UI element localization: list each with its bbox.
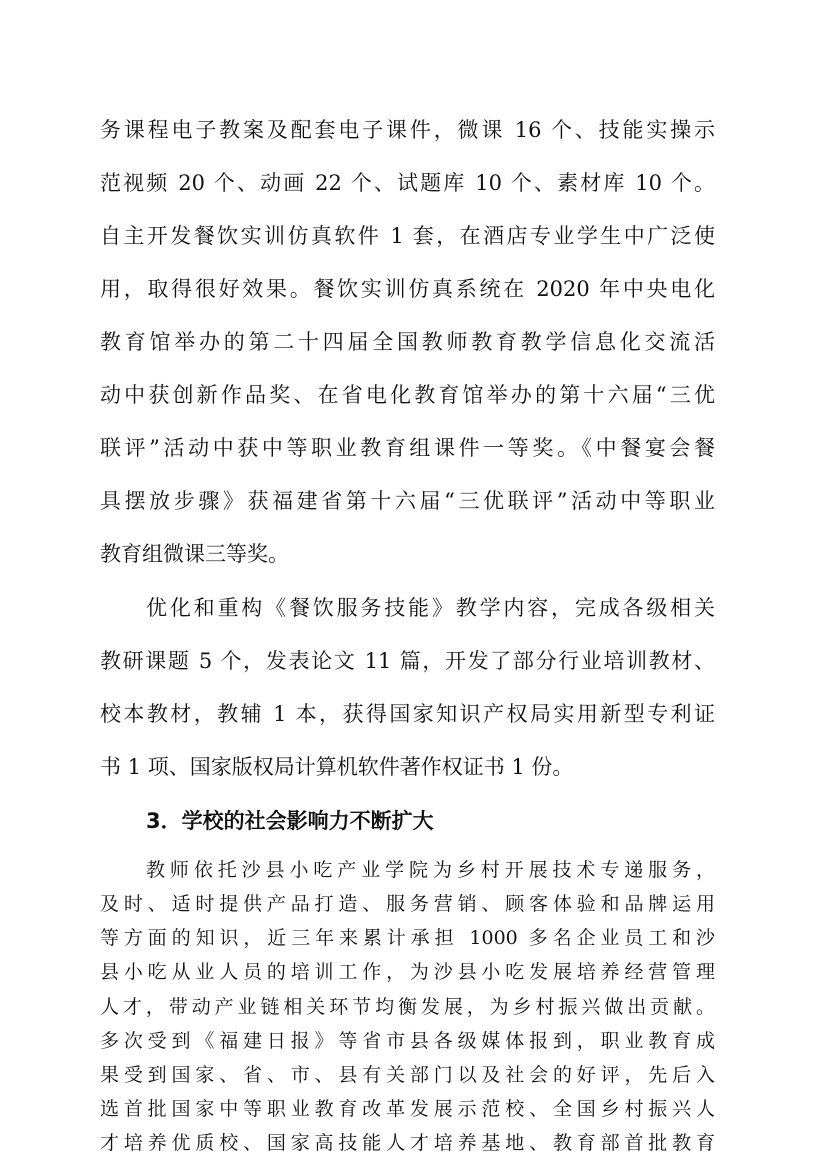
text-line: 果受到国家、省、市、县有关部门以及社会的好评，先后入 xyxy=(100,1064,715,1086)
text-line: 选首批国家中等职业教育改革发展示范校、全国乡村振兴人 xyxy=(100,1098,715,1120)
text-line: 人才，带动产业链相关环节均衡发展，为乡村振兴做出贡献。 xyxy=(100,996,715,1018)
text-line: 等方面的知识，近三年来累计承担 1000 多名企业员工和沙 xyxy=(100,927,715,949)
text-line: 及时、适时提供产品打造、服务营销、顾客体验和品牌运用 xyxy=(100,893,715,915)
text-line: 校本教材，教辅 1 本，获得国家知识产权局实用新型专利证 xyxy=(100,702,715,726)
text-line: 动中获创新作品奖、在省电化教育馆举办的第十六届“三优 xyxy=(100,383,715,407)
text-line: 教育组微课三等奖。 xyxy=(100,542,289,566)
text-line: 多次受到《福建日报》等省市县各级媒体报到，职业教育成 xyxy=(100,1030,715,1052)
text-line: 范视频 20 个、动画 22 个、试题库 10 个、素材库 10 个。 xyxy=(100,171,715,195)
text-line: 书 1 项、国家版权局计算机软件著作权证书 1 份。 xyxy=(100,755,574,779)
text-line: 自主开发餐饮实训仿真软件 1 套，在酒店专业学生中广泛使 xyxy=(100,224,715,248)
text-line: 才培养优质校、国家高技能人才培养基地、教育部首批教育 xyxy=(100,1132,715,1154)
text-line: 教研课题 5 个，发表论文 11 篇，开发了部分行业培训教材、 xyxy=(100,649,715,673)
text-line: 具摆放步骤》获福建省第十六届“三优联评”活动中等职业 xyxy=(100,489,715,513)
section-heading: 3．学校的社会影响力不断扩大 xyxy=(146,809,434,833)
text-line: 用，取得很好效果。餐饮实训仿真系统在 2020 年中央电化 xyxy=(100,277,715,301)
text-line: 教师依托沙县小吃产业学院为乡村开展技术专递服务， xyxy=(146,859,715,881)
text-line: 县小吃从业人员的培训工作，为沙县小吃发展培养经营管理 xyxy=(100,961,715,983)
text-line: 优化和重构《餐饮服务技能》教学内容，完成各级相关 xyxy=(146,596,715,620)
text-line: 务课程电子教案及配套电子课件，微课 16 个、技能实操示 xyxy=(100,118,715,142)
text-line: 教育馆举办的第二十四届全国教师教育教学信息化交流活 xyxy=(100,330,715,354)
text-line: 联评”活动中获中等职业教育组课件一等奖。《中餐宴会餐 xyxy=(100,436,715,460)
